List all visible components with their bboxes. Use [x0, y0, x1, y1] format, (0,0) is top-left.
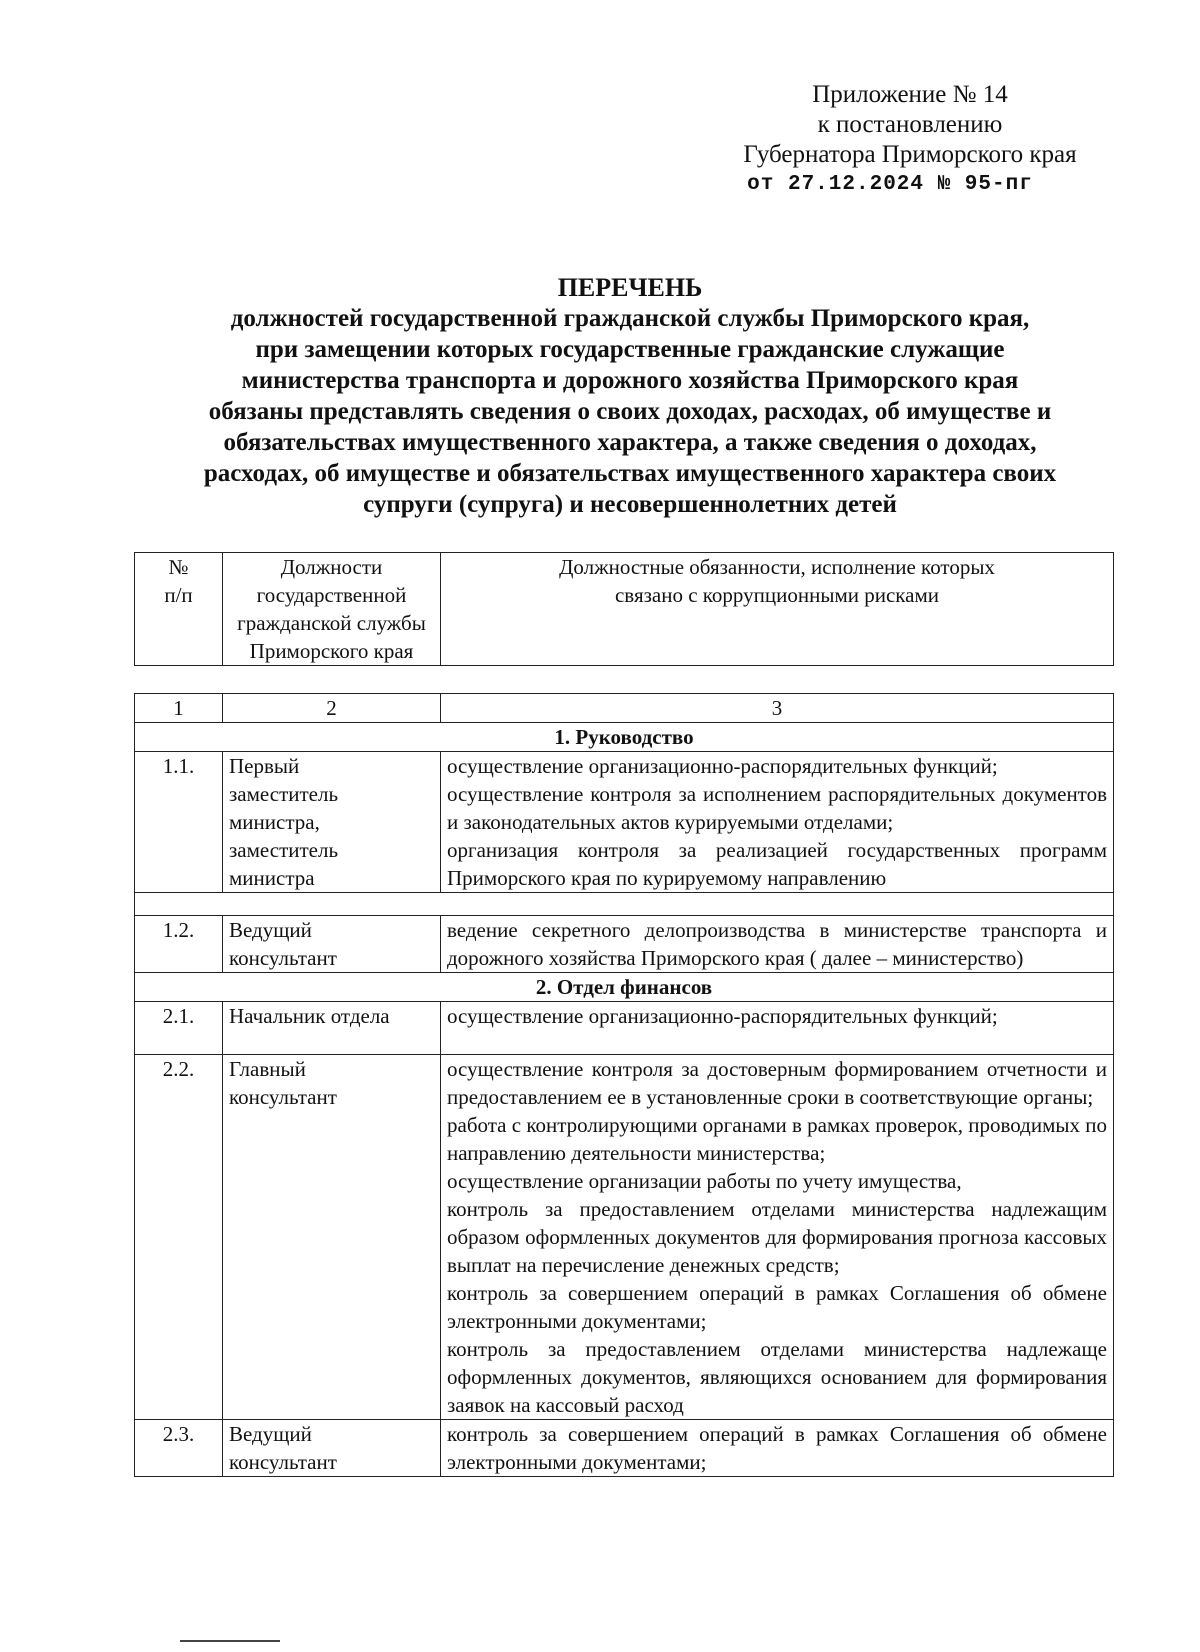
- row-duties: [441, 1420, 1114, 1477]
- duty-text: контроль за совершением операций в рамках Соглашения об обмене электронными документами;: [447, 1281, 1107, 1333]
- appendix-date-stamp: от 27.12.2024 № 95-пг: [747, 173, 1033, 196]
- duty-text: ведение секретного делопроизводства в министерстве транспорта и дорожного хозяйства Приморского края ( далее – министерство): [447, 918, 1107, 970]
- section-title: 1. Руководство: [135, 723, 1114, 752]
- row-position: [223, 1420, 441, 1477]
- header-col-position: [223, 553, 441, 666]
- duty-text: контроль за предоставлением отделами министерства надлежаще оформленных документов, являющихся основанием для формирования заявок на кассовый расход: [447, 1337, 1107, 1417]
- title-heading: ПЕРЕЧЕНЬ: [557, 273, 703, 302]
- header-text: государственной: [256, 583, 407, 607]
- empty-cell: [135, 893, 1114, 916]
- duty-text: работа с контролирующими органами в рамках проверок, проводимых по направлению деятельности министерства;: [447, 1113, 1107, 1165]
- appendix-authority: Губернатора Приморского края: [743, 141, 1077, 168]
- duty-text: контроль за совершением операций в рамках Соглашения об обмене электронными документами;: [447, 1422, 1107, 1474]
- row-duties: [441, 916, 1114, 973]
- footer-rule: [180, 1640, 280, 1642]
- column-number: 1: [135, 694, 223, 723]
- header-text: Должности: [280, 555, 383, 579]
- table-row: [135, 916, 1114, 973]
- spacer-row: [135, 893, 1114, 916]
- position-text: консультант: [229, 946, 337, 970]
- duty-text: организация контроля за реализацией государственных программ Приморского края по курируемому направлению: [447, 838, 1107, 890]
- position-text: Ведущий: [229, 918, 312, 942]
- duty-text: осуществление контроля за исполнением распорядительных документов и законодательных актов курируемыми отделами;: [447, 782, 1107, 834]
- appendix-block: [700, 80, 1120, 200]
- duty-text: осуществление контроля за достоверным формированием отчетности и предоставлением ее в установленные сроки в соответствующие органы;: [447, 1057, 1107, 1109]
- row-number: 2.2.: [135, 1055, 223, 1420]
- position-text: Главный: [229, 1057, 306, 1081]
- row-position: [223, 1055, 441, 1420]
- header-col-number: [135, 553, 223, 666]
- header-text: гражданской службы: [237, 611, 426, 635]
- header-col-duties: [441, 553, 1114, 666]
- table-row: [135, 1420, 1114, 1477]
- title-line: супруги (супруга) и несовершеннолетних детей: [363, 491, 897, 518]
- position-text: Ведущий: [229, 1422, 312, 1446]
- position-text: консультант: [229, 1450, 337, 1474]
- row-number: 2.3.: [135, 1420, 223, 1477]
- title-line: должностей государственной гражданской службы Приморского края,: [230, 305, 1030, 332]
- appendix-number: Приложение № 14: [812, 81, 1008, 108]
- table-row: [135, 1055, 1114, 1420]
- section-row: [135, 973, 1114, 1002]
- position-text: заместитель: [229, 838, 339, 862]
- row-position: [223, 916, 441, 973]
- row-number: 1.2.: [135, 916, 223, 973]
- header-text: Должностные обязанности, исполнение которых: [559, 555, 995, 579]
- position-text: консультант: [229, 1085, 337, 1109]
- row-number: 1.1.: [135, 752, 223, 893]
- table-row: [135, 1002, 1114, 1055]
- position-text: Начальник отдела: [229, 1004, 390, 1028]
- column-number: 2: [223, 694, 441, 723]
- section-title: 2. Отдел финансов: [135, 973, 1114, 1002]
- duty-text: контроль за предоставлением отделами министерства надлежащим образом оформленных документов для формирования прогноза кассовых выплат на перечисление денежных средств;: [447, 1197, 1107, 1277]
- row-duties: [441, 1002, 1114, 1055]
- header-text: связано с коррупционными рисками: [614, 583, 940, 607]
- row-position: [223, 1002, 441, 1055]
- positions-table: [134, 693, 1114, 1477]
- document-title: [130, 272, 1130, 520]
- title-line: обязательствах имущественного характера, а также сведения о доходах,: [223, 429, 1037, 456]
- position-text: Первый: [229, 754, 300, 778]
- title-line: министерства транспорта и дорожного хозяйства Приморского края: [241, 367, 1019, 394]
- table-row: [135, 752, 1114, 893]
- duty-text: осуществление организации работы по учету имущества,: [447, 1169, 962, 1193]
- title-line: обязаны представлять сведения о своих доходах, расходах, об имуществе и: [208, 398, 1052, 425]
- row-number: 2.1.: [135, 1002, 223, 1055]
- header-text: п/п: [164, 583, 193, 607]
- header-table: [134, 552, 1114, 666]
- appendix-ref: к постановлению: [817, 111, 1003, 138]
- row-position: [223, 752, 441, 893]
- row-duties: [441, 752, 1114, 893]
- title-line: при замещении которых государственные гражданские служащие: [255, 336, 1005, 363]
- section-row: [135, 723, 1114, 752]
- row-duties: [441, 1055, 1114, 1420]
- duty-text: осуществление организационно-распорядительных функций;: [447, 754, 998, 778]
- title-line: расходах, об имуществе и обязательствах имущественного характера своих: [203, 460, 1057, 487]
- position-text: заместитель: [229, 782, 339, 806]
- position-text: министра,: [229, 810, 320, 834]
- duty-text: осуществление организационно-распорядительных функций;: [447, 1004, 998, 1028]
- position-text: министра: [229, 866, 315, 890]
- column-number-row: [135, 694, 1114, 723]
- header-text: №: [168, 555, 189, 579]
- column-number: 3: [441, 694, 1114, 723]
- header-text: Приморского края: [249, 639, 414, 663]
